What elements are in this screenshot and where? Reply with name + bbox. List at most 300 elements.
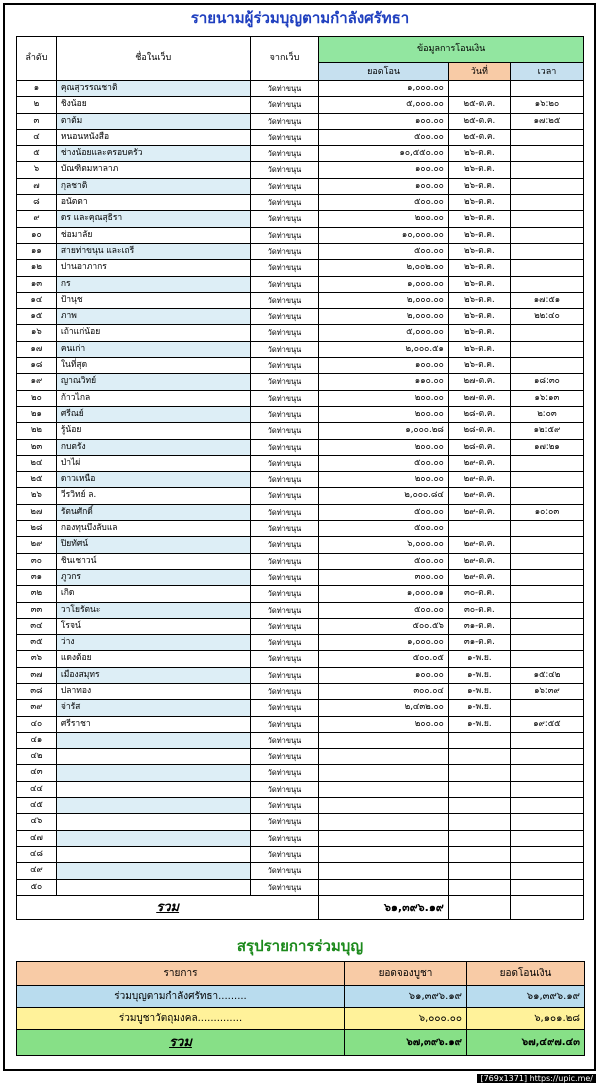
row-amount: ๕๐๐.๐๐ [319,521,449,537]
row-no: ๓๔ [17,618,57,634]
table-row [17,390,584,406]
row-no: ๕๐ [17,879,57,895]
row-no: ๑๓ [17,276,57,292]
row-name: ตาต้ม [56,113,250,129]
row-source: วัดท่าขนุน [250,439,319,455]
row-amount: ๑,๐๐๐.๐๐ [319,81,449,97]
table-row [17,602,584,618]
row-amount: ๒๐๐.๐๐ [319,390,449,406]
row-date [448,749,510,765]
row-amount: ๒๐๐.๐๐ [319,716,449,732]
table-row [17,211,584,227]
table-row [17,879,584,895]
row-amount: ๒๐๐.๐๐ [319,439,449,455]
row-time [510,781,583,797]
table-row [17,814,584,830]
row-time [510,863,583,879]
row-date [448,863,510,879]
row-date: ๒๖-ต.ค. [448,260,510,276]
row-source: วัดท่าขนุน [250,569,319,585]
row-time [510,830,583,846]
row-date: ๓๐-ต.ค. [448,602,510,618]
row-source: วัดท่าขนุน [250,798,319,814]
table-row [17,292,584,308]
row-no: ๒๖ [17,488,57,504]
row-date: ๒๖-ต.ค. [448,227,510,243]
row-time [510,146,583,162]
row-time [510,455,583,471]
table-row [17,260,584,276]
row-time [510,700,583,716]
row-date: ๒๕-ต.ค. [448,97,510,113]
row-time [510,129,583,145]
row-time [510,178,583,194]
table-row [17,781,584,797]
row-name: ในที่สุด [56,358,250,374]
row-date: ๒๖-ต.ค. [448,178,510,194]
row-source: วัดท่าขนุน [250,651,319,667]
row-no: ๑๗ [17,341,57,357]
row-name: เกิด [56,586,250,602]
row-date: ๒๘-ต.ค. [448,423,510,439]
row-time [510,341,583,357]
row-amount: ๓๐๐.๐๔ [319,683,449,699]
row-date: ๓๑-ต.ค. [448,635,510,651]
header-time: เวลา [510,63,583,81]
table-row [17,374,584,390]
table-row [17,243,584,259]
row-name: วาโยรัตนะ [56,602,250,618]
row-no: ๑ [17,81,57,97]
row-time: ๑๙:๕๕ [510,716,583,732]
table-row [17,667,584,683]
row-time: ๑๗:๒๑ [510,439,583,455]
row-no: ๗ [17,178,57,194]
row-source: วัดท่าขนุน [250,700,319,716]
row-source: วัดท่าขนุน [250,211,319,227]
table-row [17,765,584,781]
row-source: วัดท่าขนุน [250,537,319,553]
row-no: ๓๘ [17,683,57,699]
row-amount: ๑๑๐.๐๐ [319,374,449,390]
row-amount [319,749,449,765]
row-name [56,749,250,765]
row-name: วีรวิทย์ ล. [56,488,250,504]
row-time [510,81,583,97]
row-source: วัดท่าขนุน [250,406,319,422]
row-source: วัดท่าขนุน [250,635,319,651]
row-no: ๙ [17,211,57,227]
row-date: ๒๙-ต.ค. [448,553,510,569]
row-amount: ๕๐๐.๐๐ [319,195,449,211]
row-date [448,830,510,846]
row-source: วัดท่าขนุน [250,455,319,471]
table-row [17,309,584,325]
row-amount: ๑๐๐.๐๐ [319,162,449,178]
row-name: แดงต้อย [56,651,250,667]
row-date: ๓๐-ต.ค. [448,586,510,602]
row-amount: ๓๐๐.๐๐ [319,569,449,585]
row-date [448,879,510,895]
row-name: ช่อมาลัย [56,227,250,243]
row-date: ๒๖-ต.ค. [448,276,510,292]
row-date: ๒๘-ต.ค. [448,439,510,455]
row-amount: ๒,๐๐๐.๐๐ [319,309,449,325]
row-date: ๒๗-ต.ค. [448,390,510,406]
row-name [56,846,250,862]
table-row [17,129,584,145]
row-date: ๒๖-ต.ค. [448,292,510,308]
row-time [510,749,583,765]
row-date: ๒๕-ต.ค. [448,113,510,129]
row-name: ดร และคุณสุธิรา [56,211,250,227]
row-name: อนัตตา [56,195,250,211]
row-no: ๔๖ [17,814,57,830]
row-amount [319,765,449,781]
row-date: ๒๖-ต.ค. [448,341,510,357]
row-amount: ๕๐๐.๐๐ [319,243,449,259]
row-time [510,358,583,374]
row-time [510,765,583,781]
row-date: ๑-พ.ย. [448,683,510,699]
row-no: ๒๐ [17,390,57,406]
row-no: ๒๒ [17,423,57,439]
row-source: วัดท่าขนุน [250,146,319,162]
row-amount: ๒,๐๐๒.๐๐ [319,260,449,276]
row-name: รัตนศักดิ์ [56,504,250,520]
row-name: กบตรัง [56,439,250,455]
row-amount: ๑,๐๐๐.๐๐ [319,276,449,292]
row-source: วัดท่าขนุน [250,814,319,830]
table-row [17,635,584,651]
row-source: วัดท่าขนุน [250,423,319,439]
row-time [510,798,583,814]
row-amount [319,846,449,862]
row-date [448,765,510,781]
row-time [510,635,583,651]
row-source: วัดท่าขนุน [250,227,319,243]
summary-header-pledged: ยอดจองบูชา [345,962,467,986]
row-source: วัดท่าขนุน [250,178,319,194]
summary-row-pledged: ๖,๐๐๐.๐๐ [345,1008,467,1030]
table-row [17,863,584,879]
row-amount [319,830,449,846]
row-source: วัดท่าขนุน [250,325,319,341]
row-source: วัดท่าขนุน [250,683,319,699]
table-row [17,553,584,569]
row-source: วัดท่าขนุน [250,732,319,748]
summary-row-transferred: ๖,๑๐๑.๒๘ [467,1008,585,1030]
row-time: ๑๗:๕๑ [510,292,583,308]
row-amount: ๑๐๐.๐๐ [319,178,449,194]
row-name: ศรีณย์ [56,406,250,422]
row-date: ๒๙-ต.ค. [448,488,510,504]
watermark: [769x1371] https://upic.me/ [477,1074,596,1083]
row-no: ๖ [17,162,57,178]
table-row [17,146,584,162]
row-no: ๔๒ [17,749,57,765]
row-time: ๑๖:๓๙ [510,683,583,699]
row-date: ๒๙-ต.ค. [448,569,510,585]
row-time [510,195,583,211]
row-date [448,781,510,797]
row-date: ๒๖-ต.ค. [448,162,510,178]
row-date [448,798,510,814]
row-date: ๒๕-ต.ค. [448,129,510,145]
row-time [510,488,583,504]
row-source: วัดท่าขนุน [250,276,319,292]
total-amount: ๖๑,๓๙๖.๑๙ [319,895,449,919]
row-amount [319,781,449,797]
row-no: ๑๘ [17,358,57,374]
row-source: วัดท่าขนุน [250,358,319,374]
row-time [510,521,583,537]
row-time [510,814,583,830]
row-name: ป้านุช [56,292,250,308]
row-source: วัดท่าขนุน [250,390,319,406]
row-no: ๔๔ [17,781,57,797]
table-row [17,504,584,520]
row-source: วัดท่าขนุน [250,243,319,259]
row-name [56,830,250,846]
row-no: ๑๖ [17,325,57,341]
row-source: วัดท่าขนุน [250,781,319,797]
row-name: ศรีราชา [56,716,250,732]
row-no: ๑๒ [17,260,57,276]
row-no: ๔๙ [17,863,57,879]
row-no: ๒๘ [17,521,57,537]
table-row [17,423,584,439]
row-source: วัดท่าขนุน [250,602,319,618]
row-no: ๓๖ [17,651,57,667]
row-amount: ๕๐๐.๕๖ [319,618,449,634]
table-row [17,178,584,194]
row-date: ๑-พ.ย. [448,667,510,683]
row-amount: ๕๐๐.๐๐ [319,455,449,471]
row-no: ๑๕ [17,309,57,325]
row-date: ๒๖-ต.ค. [448,358,510,374]
table-row [17,488,584,504]
row-time: ๑๐:๐๓ [510,504,583,520]
row-no: ๑๔ [17,292,57,308]
row-time [510,537,583,553]
row-amount: ๕๐๐.๐๐ [319,602,449,618]
row-date: ๒๙-ต.ค. [448,537,510,553]
row-no: ๓๙ [17,700,57,716]
table-row [17,113,584,129]
header-transfer-group: ข้อมูลการโอนเงิน [319,37,584,63]
row-date: ๑-พ.ย. [448,651,510,667]
row-time [510,651,583,667]
row-date: ๒๖-ต.ค. [448,146,510,162]
row-name [56,814,250,830]
row-no: ๓๐ [17,553,57,569]
row-name [56,879,250,895]
row-name: ชิงน้อย [56,97,250,113]
row-name: ปลาทอง [56,683,250,699]
row-date [448,81,510,97]
row-time [510,602,583,618]
row-source: วัดท่าขนุน [250,374,319,390]
row-name: กองทุนบึงลับแล [56,521,250,537]
row-date: ๑-พ.ย. [448,716,510,732]
row-no: ๒๓ [17,439,57,455]
row-name [56,781,250,797]
row-amount: ๑๐๐.๐๐ [319,358,449,374]
row-no: ๑๑ [17,243,57,259]
row-name: รู้น้อย [56,423,250,439]
summary-row-item: ร่วมบูชาวัตถุมงคล.............. [17,1008,345,1030]
summary-row-item: ร่วมบุญตามกำลังศรัทธา......... [17,986,345,1008]
row-name: ปานอาภากร [56,260,250,276]
row-no: ๒๙ [17,537,57,553]
row-amount: ๑๐,๐๐๐.๐๐ [319,227,449,243]
row-time [510,162,583,178]
row-date [448,521,510,537]
row-time: ๑๗:๒๕ [510,113,583,129]
row-source: วัดท่าขนุน [250,879,319,895]
table-row [17,749,584,765]
row-name [56,798,250,814]
summary-header-item: รายการ [17,962,345,986]
table-row [17,472,584,488]
row-amount: ๑,๐๐๐.๐๐ [319,635,449,651]
row-name [56,863,250,879]
row-date: ๒๙-ต.ค. [448,504,510,520]
total-label: รวม [17,895,319,919]
row-no: ๑๐ [17,227,57,243]
row-source: วัดท่าขนุน [250,586,319,602]
table-row [17,700,584,716]
row-source: วัดท่าขนุน [250,488,319,504]
header-amount: ยอดโอน [319,63,449,81]
row-date: ๒๖-ต.ค. [448,325,510,341]
row-amount: ๒๐๐.๐๐ [319,211,449,227]
row-date: ๒๖-ต.ค. [448,211,510,227]
row-name: ชินเชาวน์ [56,553,250,569]
row-source: วัดท่าขนุน [250,521,319,537]
row-no: ๘ [17,195,57,211]
row-source: วัดท่าขนุน [250,81,319,97]
row-date: ๒๘-ต.ค. [448,406,510,422]
row-time [510,846,583,862]
table-row [17,537,584,553]
table-row [17,195,584,211]
row-time [510,325,583,341]
row-time [510,553,583,569]
header-date: วันที่ [448,63,510,81]
row-source: วัดท่าขนุน [250,129,319,145]
row-amount: ๒๐๐.๐๐ [319,406,449,422]
row-no: ๔๑ [17,732,57,748]
row-time [510,618,583,634]
row-source: วัดท่าขนุน [250,97,319,113]
table-row [17,683,584,699]
row-name: ญาณวิทย์ [56,374,250,390]
row-source: วัดท่าขนุน [250,113,319,129]
row-name: ช่างน้อยและครอบครัว [56,146,250,162]
row-amount: ๒,๐๐๐.๐๐ [319,292,449,308]
row-no: ๒๔ [17,455,57,471]
row-no: ๓๒ [17,586,57,602]
row-name: กุลชาติ [56,178,250,194]
summary-table [16,961,585,1056]
row-no: ๓๓ [17,602,57,618]
row-date: ๒๖-ต.ค. [448,309,510,325]
row-amount: ๕๐๐.๐๐ [319,504,449,520]
row-time [510,276,583,292]
row-source: วัดท่าขนุน [250,716,319,732]
row-date: ๓๑-ต.ค. [448,618,510,634]
row-no: ๔๐ [17,716,57,732]
table-row [17,618,584,634]
table-row [17,276,584,292]
table-row [17,162,584,178]
row-amount: ๒,๐๐๐.๘๔ [319,488,449,504]
summary-total-pledged: ๖๗,๓๙๖.๑๙ [345,1030,467,1056]
row-name: เถ้าแก่น้อย [56,325,250,341]
row-source: วัดท่าขนุน [250,749,319,765]
table-row [17,406,584,422]
row-time: ๒๒:๔๐ [510,309,583,325]
row-time [510,211,583,227]
row-no: ๔๓ [17,765,57,781]
row-time: ๑๖:๑๓ [510,390,583,406]
table-row [17,97,584,113]
row-date [448,814,510,830]
row-name: ภูวกร [56,569,250,585]
table-row [17,846,584,862]
row-source: วัดท่าขนุน [250,292,319,308]
row-source: วัดท่าขนุน [250,765,319,781]
row-no: ๒๑ [17,406,57,422]
row-time [510,732,583,748]
row-time [510,879,583,895]
row-amount: ๕๐๐.๐๕ [319,651,449,667]
row-name [56,765,250,781]
row-name: ปิยทัศน์ [56,537,250,553]
header-name: ชื่อในเว็บ [56,37,250,81]
row-name: หนอนหนังสือ [56,129,250,145]
donor-table [16,36,584,920]
row-amount: ๑๐๐.๐๐ [319,667,449,683]
header-source: จากเว็บ [250,37,319,81]
row-time: ๑๕:๔๒ [510,667,583,683]
row-amount: ๕,๐๐๐.๐๐ [319,97,449,113]
row-date: ๒๙-ต.ค. [448,472,510,488]
row-name: ว่าง [56,635,250,651]
row-date: ๑-พ.ย. [448,700,510,716]
row-time [510,243,583,259]
row-name: กร [56,276,250,292]
row-source: วัดท่าขนุน [250,195,319,211]
row-time: ๒:๐๓ [510,406,583,422]
row-no: ๓๕ [17,635,57,651]
table-row [17,569,584,585]
row-date: ๒๖-ต.ค. [448,243,510,259]
row-source: วัดท่าขนุน [250,553,319,569]
row-amount: ๑๐,๕๕๐.๐๐ [319,146,449,162]
row-time [510,586,583,602]
row-no: ๔๗ [17,830,57,846]
row-source: วัดท่าขนุน [250,309,319,325]
row-source: วัดท่าขนุน [250,618,319,634]
row-date: ๒๗-ต.ค. [448,374,510,390]
row-date [448,846,510,862]
page-title: รายนามผู้ร่วมบุญตามกำลังศรัทธา [190,9,410,27]
row-name: ป่าไผ่ [56,455,250,471]
row-amount [319,879,449,895]
